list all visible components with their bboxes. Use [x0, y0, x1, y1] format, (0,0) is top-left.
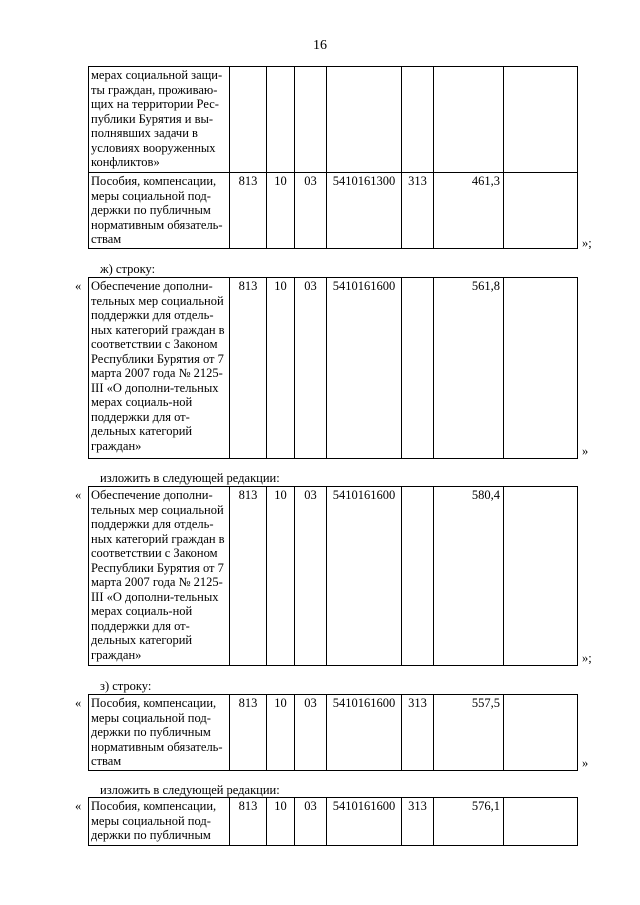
row-name-cell: Обеспечение дополни-тельных мер социальной поддержки для отдель-ных категорий граждан в соответствии с Законом Республики Бурятия от 7 марта 2007 года № 2125-III «О дополни-тельных мерах социаль-ной поддержки для от-дельных категорий граждан» [89, 487, 230, 666]
expense-type-cell [402, 278, 434, 459]
opening-quote: « [75, 279, 82, 293]
table-row [89, 278, 578, 459]
budget-table-zh-new [88, 486, 578, 666]
section-code-cell: 10 [267, 798, 295, 846]
amount-cell [434, 67, 504, 173]
subsection-code-cell: 03 [295, 695, 327, 771]
row-name-cell: мерах социальной защи-ты граждан, проживаю-щих на территории Рес-публики Бурятия и вы-полнявших задачи в условиях вооруженных конфликтов» [89, 67, 230, 173]
closing-quote-semicolon: »; [582, 651, 592, 665]
section-code-cell: 10 [267, 487, 295, 666]
ministry-code-cell: 813 [230, 173, 267, 249]
opening-quote: « [75, 696, 82, 710]
section-code-cell: 10 [267, 278, 295, 459]
extra-cell [504, 487, 578, 666]
extra-cell [504, 798, 578, 846]
budget-table-continuation [88, 66, 578, 249]
subsection-code-cell: 03 [295, 487, 327, 666]
ministry-code-cell: 813 [230, 487, 267, 666]
ministry-code-cell: 813 [230, 278, 267, 459]
extra-cell [504, 67, 578, 173]
subsection-code-cell: 03 [295, 173, 327, 249]
opening-quote: « [75, 488, 82, 502]
amount-cell: 561,8 [434, 278, 504, 459]
expense-type-cell: 313 [402, 173, 434, 249]
item-label-restate-2: изложить в следующей редакции: [100, 783, 280, 797]
section-code-cell: 10 [267, 695, 295, 771]
target-article-cell: 5410161600 [327, 798, 402, 846]
amount-cell: 580,4 [434, 487, 504, 666]
amount-cell: 576,1 [434, 798, 504, 846]
item-label-restate-1: изложить в следующей редакции: [100, 471, 280, 485]
table-row [89, 173, 578, 249]
target-article-cell: 5410161600 [327, 487, 402, 666]
subsection-code-cell: 03 [295, 278, 327, 459]
closing-quote-semicolon: »; [582, 236, 592, 250]
table-row [89, 695, 578, 771]
expense-type-cell: 313 [402, 695, 434, 771]
expense-type-cell: 313 [402, 798, 434, 846]
subsection-code-cell: 03 [295, 798, 327, 846]
expense-type-cell [402, 67, 434, 173]
target-article-cell: 5410161600 [327, 278, 402, 459]
expense-type-cell [402, 487, 434, 666]
amount-cell: 557,5 [434, 695, 504, 771]
table-row [89, 798, 578, 846]
ministry-code-cell [230, 67, 267, 173]
row-name-cell: Пособия, компенсации, меры социальной под-держки по публичным нормативным обязатель-ствам [89, 695, 230, 771]
budget-table-zh-old [88, 277, 578, 459]
table-row [89, 487, 578, 666]
row-name-cell: Пособия, компенсации, меры социальной под-держки по публичным [89, 798, 230, 846]
item-label-z: з) строку: [100, 679, 152, 693]
opening-quote: « [75, 799, 82, 813]
section-code-cell [267, 67, 295, 173]
target-article-cell [327, 67, 402, 173]
closing-quote: » [582, 756, 589, 770]
budget-table-z-new [88, 797, 578, 846]
target-article-cell: 5410161600 [327, 695, 402, 771]
extra-cell [504, 173, 578, 249]
ministry-code-cell: 813 [230, 695, 267, 771]
section-code-cell: 10 [267, 173, 295, 249]
budget-table-z-old [88, 694, 578, 771]
table-row [89, 67, 578, 173]
row-name-cell: Пособия, компенсации, меры социальной под-держки по публичным нормативным обязатель-ствам [89, 173, 230, 249]
closing-quote: » [582, 444, 589, 458]
extra-cell [504, 695, 578, 771]
subsection-code-cell [295, 67, 327, 173]
item-label-zh: ж) строку: [100, 262, 156, 276]
ministry-code-cell: 813 [230, 798, 267, 846]
page-number: 16 [313, 38, 327, 53]
amount-cell: 461,3 [434, 173, 504, 249]
row-name-cell: Обеспечение дополни-тельных мер социальной поддержки для отдель-ных категорий граждан в соответствии с Законом Республики Бурятия от 7 марта 2007 года № 2125-III «О дополни-тельных мерах социаль-ной поддержки для от-дельных категорий граждан» [89, 278, 230, 459]
target-article-cell: 5410161300 [327, 173, 402, 249]
extra-cell [504, 278, 578, 459]
